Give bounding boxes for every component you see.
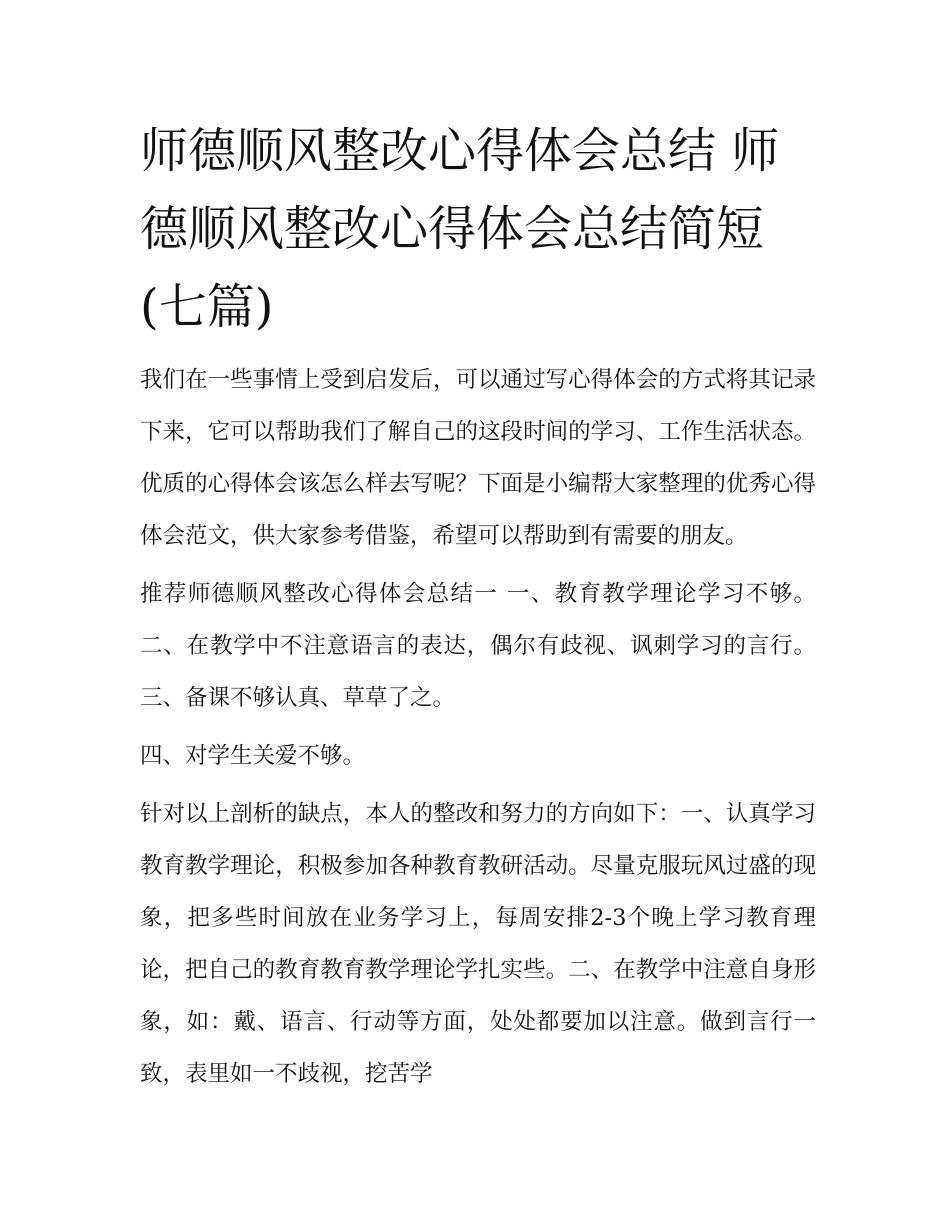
intro-paragraph: 我们在一些事情上受到启发后，可以通过写心得体会的方式将其记录下来，它可以帮助我们了解自己的这段时间的学习、工作生活状态。优质的心得体会该怎么样去写呢？下面是小编帮大家整理的优秀心得体会范文，供大家参考借鉴，希望可以帮助到有需要的朋友。	[140, 367, 816, 549]
document-body	[140, 112, 816, 1106]
document-title: 师德顺风整改心得体会总结 师德顺风整改心得体会总结简短(七篇)	[140, 123, 780, 335]
rectification-paragraph: 针对以上剖析的缺点，本人的整改和努力的方向如下：一、认真学习教育教学理论，积极参加各种教育教研活动。尽量克服玩风过盛的现象，把多些时间放在业务学习上，每周安排2-3个晚上学习教育理论，把自己的教育教育教学理论学扎实些。二、在教学中注意自身形象，如：戴、语言、行动等方面，处处都要加以注意。做到言行一致，表里如一不歧视，挖苦学	[140, 801, 816, 1087]
care-paragraph: 四、对学生关爱不够。	[140, 743, 366, 769]
problems-paragraph: 推荐师德顺风整改心得体会总结一 一、教育教学理论学习不够。 二、在教学中不注意语言的表达，偶尔有歧视、讽刺学习的言行。 三、备课不够认真、草草了之。	[140, 581, 816, 711]
